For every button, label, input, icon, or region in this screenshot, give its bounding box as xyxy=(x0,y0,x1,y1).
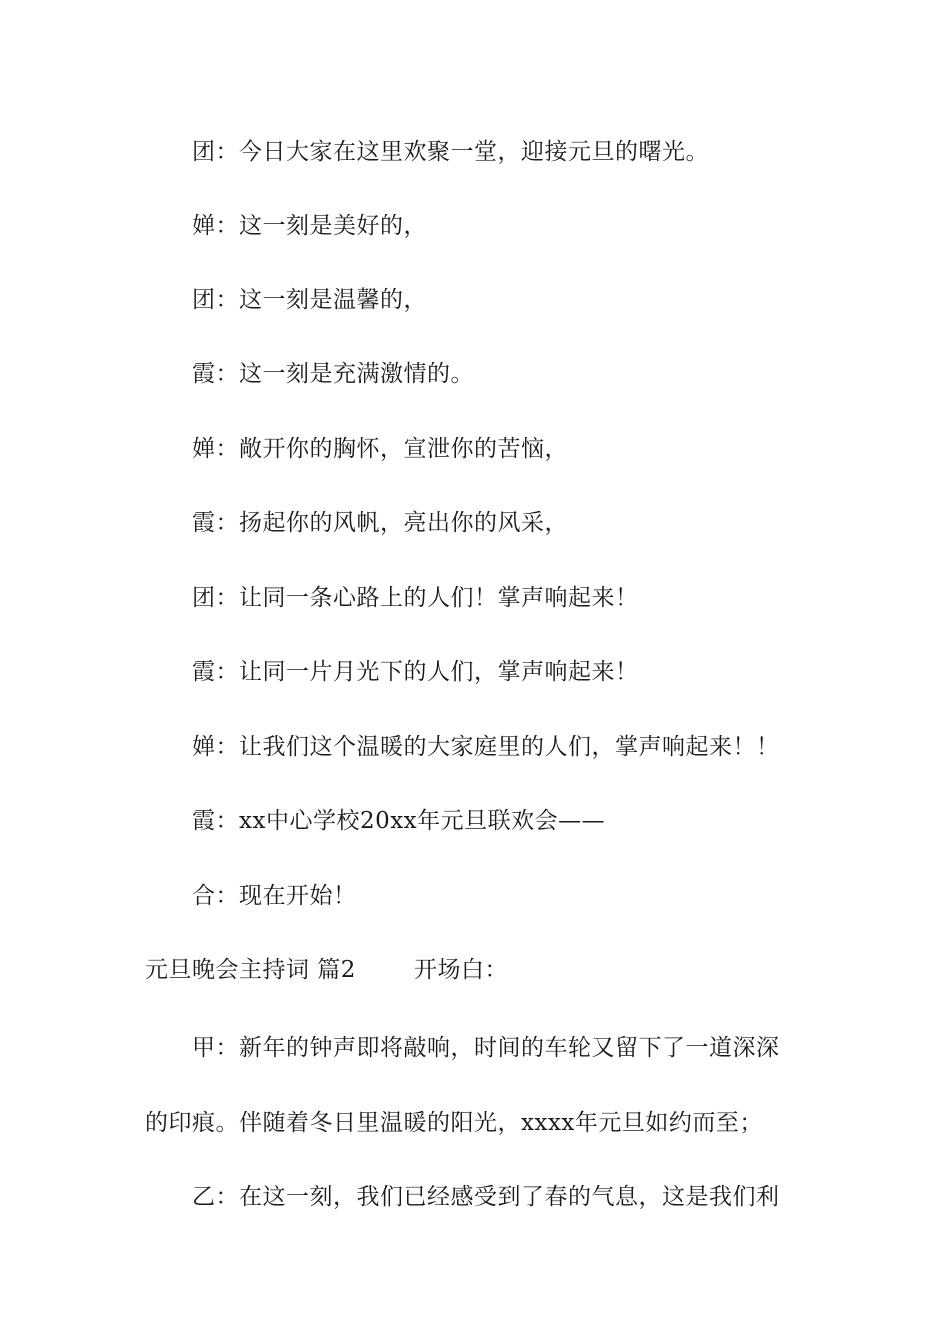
dialogue-line: 合：现在开始！ xyxy=(192,883,357,909)
paragraph-line: 的印痕。伴随着冬日里温暖的阳光，xxxx年元旦如约而至； xyxy=(145,1110,763,1136)
dialogue-line: 团：今日大家在这里欢聚一堂，迎接元旦的曙光。 xyxy=(192,139,709,165)
paragraph-line: 甲：新年的钟声即将敲响，时间的车轮又留下了一道深深 xyxy=(192,1035,780,1061)
section-heading: 元旦晚会主持词 篇2 xyxy=(145,957,356,983)
dialogue-line: 霞：xx中心学校20xx年元旦联欢会—— xyxy=(192,808,606,834)
dialogue-line: 婵：让我们这个温暖的大家庭里的人们，掌声响起来！！ xyxy=(192,734,780,760)
dialogue-line: 霞：扬起你的风帆，亮出你的风采， xyxy=(192,510,568,536)
section-heading-row xyxy=(145,955,508,985)
section-subheading: 开场白： xyxy=(413,957,508,983)
dialogue-line: 团：让同一条心路上的人们！掌声响起来！ xyxy=(192,585,639,611)
paragraph-line: 乙：在这一刻，我们已经感受到了春的气息，这是我们利 xyxy=(192,1184,780,1210)
dialogue-line: 霞：这一刻是充满激情的。 xyxy=(192,361,474,387)
dialogue-line: 团：这一刻是温馨的， xyxy=(192,287,427,313)
dialogue-line: 霞：让同一片月光下的人们，掌声响起来！ xyxy=(192,659,639,685)
dialogue-line: 婵：这一刻是美好的， xyxy=(192,213,427,239)
dialogue-line: 婵：敞开你的胸怀，宣泄你的苦恼， xyxy=(192,436,568,462)
